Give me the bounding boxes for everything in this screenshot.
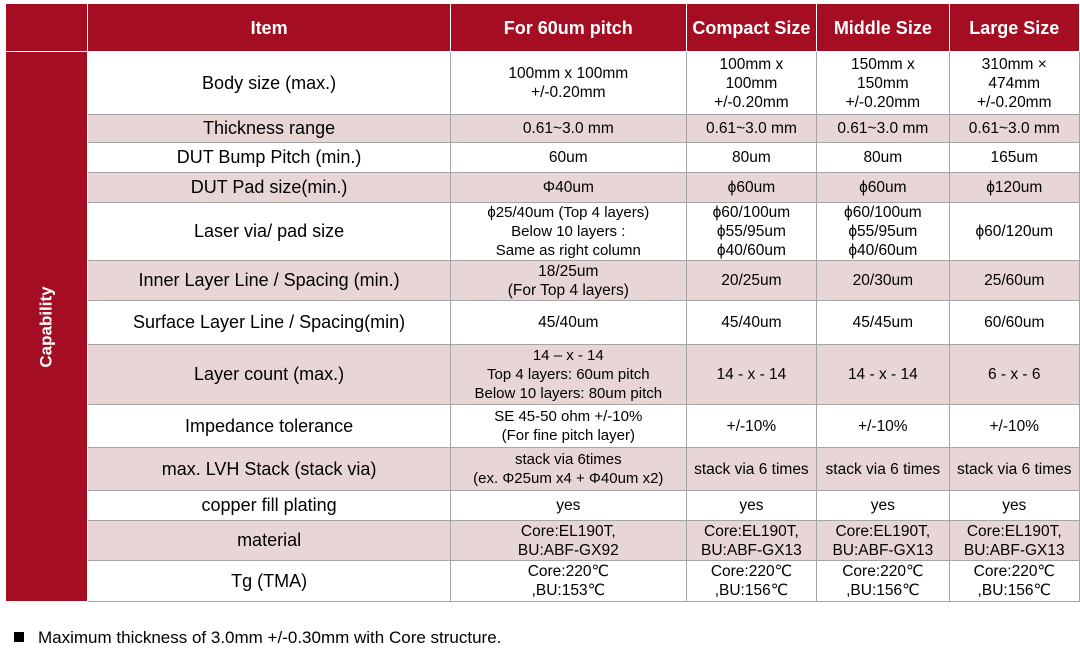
value-cell-c2	[686, 561, 816, 602]
value-line: 14 – x - 14	[532, 347, 604, 364]
value-cell-c4	[949, 52, 1079, 115]
value-line: stack via 6times	[514, 451, 622, 468]
table-row	[6, 261, 1080, 301]
table-row	[6, 345, 1080, 405]
value-line: Core:EL190T,	[704, 522, 799, 540]
value-cell-c4	[949, 301, 1079, 345]
value-line: (For Top 4 layers)	[507, 281, 629, 299]
value-line: 60/60um	[984, 314, 1045, 331]
value-line: ,BU:156℃	[977, 582, 1051, 599]
table-row	[6, 115, 1080, 143]
header-row	[6, 4, 1080, 52]
value-cell-c4	[949, 173, 1079, 203]
capability-side-label	[6, 52, 88, 602]
table-row	[6, 448, 1080, 491]
table-row	[6, 561, 1080, 602]
table-row	[6, 301, 1080, 345]
header-compact-size: Compact Size	[686, 4, 816, 52]
value-line: 0.61~3.0 mm	[705, 120, 797, 137]
footnote	[14, 628, 501, 648]
value-line: 0.61~3.0 mm	[837, 120, 929, 137]
value-cell-c2	[686, 405, 816, 448]
value-line: +/-10%	[858, 417, 908, 435]
table-row	[6, 405, 1080, 448]
row-item-label: Body size (max.)	[88, 52, 451, 115]
value-line: 0.61~3.0 mm	[522, 120, 614, 137]
row-item-label: Impedance tolerance	[88, 405, 451, 448]
value-line: ϕ60/120um	[975, 223, 1054, 240]
value-cell-c1	[450, 115, 686, 143]
value-cell-c3	[817, 345, 949, 405]
value-cell-c4	[949, 143, 1079, 173]
value-line: Top 4 layers: 60um pitch	[487, 366, 650, 383]
value-line: BU:ABF-GX13	[963, 541, 1065, 559]
square-bullet-icon	[14, 632, 24, 642]
value-cell-c1	[450, 143, 686, 173]
value-line: 45/40um	[721, 314, 782, 331]
value-line: 150mm x	[850, 55, 915, 73]
value-line: 14 - x - 14	[716, 366, 787, 383]
value-line: Core:EL190T,	[835, 522, 931, 540]
row-item-label: material	[88, 521, 451, 561]
value-cell-c3	[817, 173, 949, 203]
table-row	[6, 173, 1080, 203]
row-item-label: copper fill plating	[88, 491, 451, 521]
value-line: Below 10 layers: 80um pitch	[474, 385, 663, 402]
value-line: Core:220℃	[527, 563, 609, 580]
value-line: 165um	[990, 149, 1038, 166]
value-line: ϕ55/95um	[848, 223, 918, 240]
value-line: ,BU:156℃	[846, 582, 920, 599]
value-line: 100mm	[725, 74, 778, 92]
value-cell-c3	[817, 561, 949, 602]
value-cell-c3	[817, 52, 949, 115]
value-line: 310mm ×	[981, 55, 1047, 73]
value-line: 18/25um	[538, 262, 599, 280]
value-line: 25/60um	[984, 272, 1045, 289]
value-line: BU:ABF-GX13	[701, 541, 802, 559]
value-cell-c3	[817, 115, 949, 143]
value-line: SE 45-50 ohm +/-10%	[494, 408, 643, 425]
value-cell-c4	[949, 345, 1079, 405]
capability-label-text: Capability	[36, 285, 56, 368]
value-line: 100mm x	[719, 55, 784, 73]
value-line: +/-10%	[726, 417, 777, 435]
value-line: Same as right column	[495, 242, 641, 259]
value-line: 45/45um	[852, 314, 913, 331]
value-cell-c1	[450, 261, 686, 301]
value-line: BU:ABF-GX13	[832, 541, 934, 559]
row-item-label: Thickness range	[88, 115, 451, 143]
value-cell-c4	[949, 261, 1079, 301]
value-cell-c3	[817, 405, 949, 448]
value-line: ϕ40/60um	[848, 242, 918, 259]
value-line: +/-0.20mm	[845, 93, 921, 111]
value-cell-c2	[686, 143, 816, 173]
value-line: ϕ40/60um	[716, 242, 786, 259]
value-cell-c1	[450, 52, 686, 115]
value-line: Core:EL190T,	[966, 522, 1062, 540]
value-cell-c4	[949, 561, 1079, 602]
value-line: yes	[739, 497, 764, 514]
value-cell-c2	[686, 173, 816, 203]
value-cell-c2	[686, 115, 816, 143]
value-line: Core:220℃	[973, 563, 1055, 580]
value-cell-c2	[686, 521, 816, 561]
value-line: ϕ25/40um (Top 4 layers)	[487, 204, 650, 221]
value-line: ,BU:156℃	[714, 582, 789, 599]
value-cell-c3	[817, 521, 949, 561]
value-line: ϕ120um	[986, 179, 1043, 196]
value-line: Core:220℃	[710, 563, 792, 580]
header-for-60um-pitch: For 60um pitch	[450, 4, 686, 52]
value-line: 20/30um	[852, 272, 913, 289]
value-cell-c4	[949, 521, 1079, 561]
spec-table-container	[5, 3, 1080, 602]
value-cell-c1	[450, 345, 686, 405]
value-line: 0.61~3.0 mm	[968, 120, 1060, 137]
value-line: yes	[870, 497, 895, 514]
header-item: Item	[88, 4, 451, 52]
row-item-label: Tg (TMA)	[88, 561, 451, 602]
value-line: 6 - x - 6	[987, 366, 1041, 383]
capability-spec-table	[5, 3, 1080, 602]
value-cell-c3	[817, 261, 949, 301]
value-line: ϕ60um	[727, 179, 776, 196]
value-cell-c1	[450, 405, 686, 448]
row-item-label: DUT Bump Pitch (min.)	[88, 143, 451, 173]
value-cell-c3	[817, 301, 949, 345]
value-line: yes	[556, 497, 581, 514]
value-line: 20/25um	[721, 272, 782, 289]
value-line: Core:220℃	[842, 563, 924, 580]
value-line: ϕ55/95um	[716, 223, 786, 240]
value-line: ϕ60um	[859, 179, 907, 196]
value-cell-c3	[817, 203, 949, 261]
value-cell-c1	[450, 301, 686, 345]
value-line: +/-10%	[989, 417, 1040, 435]
value-cell-c4	[949, 405, 1079, 448]
header-corner	[6, 4, 88, 52]
value-line: +/-0.20mm	[531, 84, 606, 101]
value-line: 80um	[732, 149, 771, 166]
footnote-text: Maximum thickness of 3.0mm +/-0.30mm with Core structure.	[38, 628, 502, 647]
table-row	[6, 52, 1080, 115]
table-row	[6, 491, 1080, 521]
value-line: +/-0.20mm	[977, 93, 1052, 111]
row-item-label: DUT Pad size(min.)	[88, 173, 451, 203]
value-cell-c4	[949, 115, 1079, 143]
table-row	[6, 143, 1080, 173]
value-line: 14 - x - 14	[847, 366, 918, 383]
value-line: 80um	[863, 149, 903, 166]
row-item-label: Inner Layer Line / Spacing (min.)	[88, 261, 451, 301]
header-middle-size: Middle Size	[817, 4, 949, 52]
value-cell-c2	[686, 301, 816, 345]
value-cell-c3	[817, 448, 949, 491]
value-line: BU:ABF-GX92	[517, 541, 619, 559]
value-line: Below 10 layers :	[511, 223, 626, 240]
value-line: ϕ60/100um	[844, 204, 922, 221]
value-cell-c4	[949, 203, 1079, 261]
value-cell-c1	[450, 521, 686, 561]
row-item-label: Laser via/ pad size	[88, 203, 451, 261]
value-cell-c2	[686, 448, 816, 491]
value-cell-c3	[817, 143, 949, 173]
value-cell-c2	[686, 261, 816, 301]
value-line: (ex. Φ25um x4 + Φ40um x2)	[473, 470, 664, 487]
value-cell-c3	[817, 491, 949, 521]
row-item-label: Layer count (max.)	[88, 345, 451, 405]
value-line: 474mm	[988, 74, 1041, 92]
header-large-size: Large Size	[949, 4, 1079, 52]
value-line: 60um	[548, 149, 588, 166]
value-line: stack via 6 times	[825, 460, 941, 478]
value-line: yes	[1002, 497, 1027, 514]
value-cell-c1	[450, 561, 686, 602]
value-cell-c2	[686, 491, 816, 521]
value-cell-c1	[450, 173, 686, 203]
value-cell-c2	[686, 345, 816, 405]
table-row	[6, 203, 1080, 261]
value-cell-c1	[450, 491, 686, 521]
table-row	[6, 521, 1080, 561]
value-line: +/-0.20mm	[714, 93, 789, 111]
value-cell-c2	[686, 52, 816, 115]
value-line: Core:EL190T,	[520, 522, 616, 540]
row-item-label: Surface Layer Line / Spacing(min)	[88, 301, 451, 345]
value-cell-c4	[949, 491, 1079, 521]
value-line: 45/40um	[538, 314, 599, 331]
value-cell-c4	[949, 448, 1079, 491]
row-item-label: max. LVH Stack (stack via)	[88, 448, 451, 491]
value-line: stack via 6 times	[694, 460, 809, 478]
value-cell-c1	[450, 203, 686, 261]
value-line: ϕ60/100um	[712, 204, 791, 221]
value-line: 100mm x 100mm	[508, 65, 629, 82]
value-line: Φ40um	[542, 179, 594, 196]
value-cell-c1	[450, 448, 686, 491]
value-line: (For fine pitch layer)	[501, 427, 635, 444]
value-line: ,BU:153℃	[531, 582, 605, 599]
value-cell-c2	[686, 203, 816, 261]
value-line: stack via 6 times	[956, 460, 1072, 478]
value-line: 150mm	[856, 74, 909, 92]
